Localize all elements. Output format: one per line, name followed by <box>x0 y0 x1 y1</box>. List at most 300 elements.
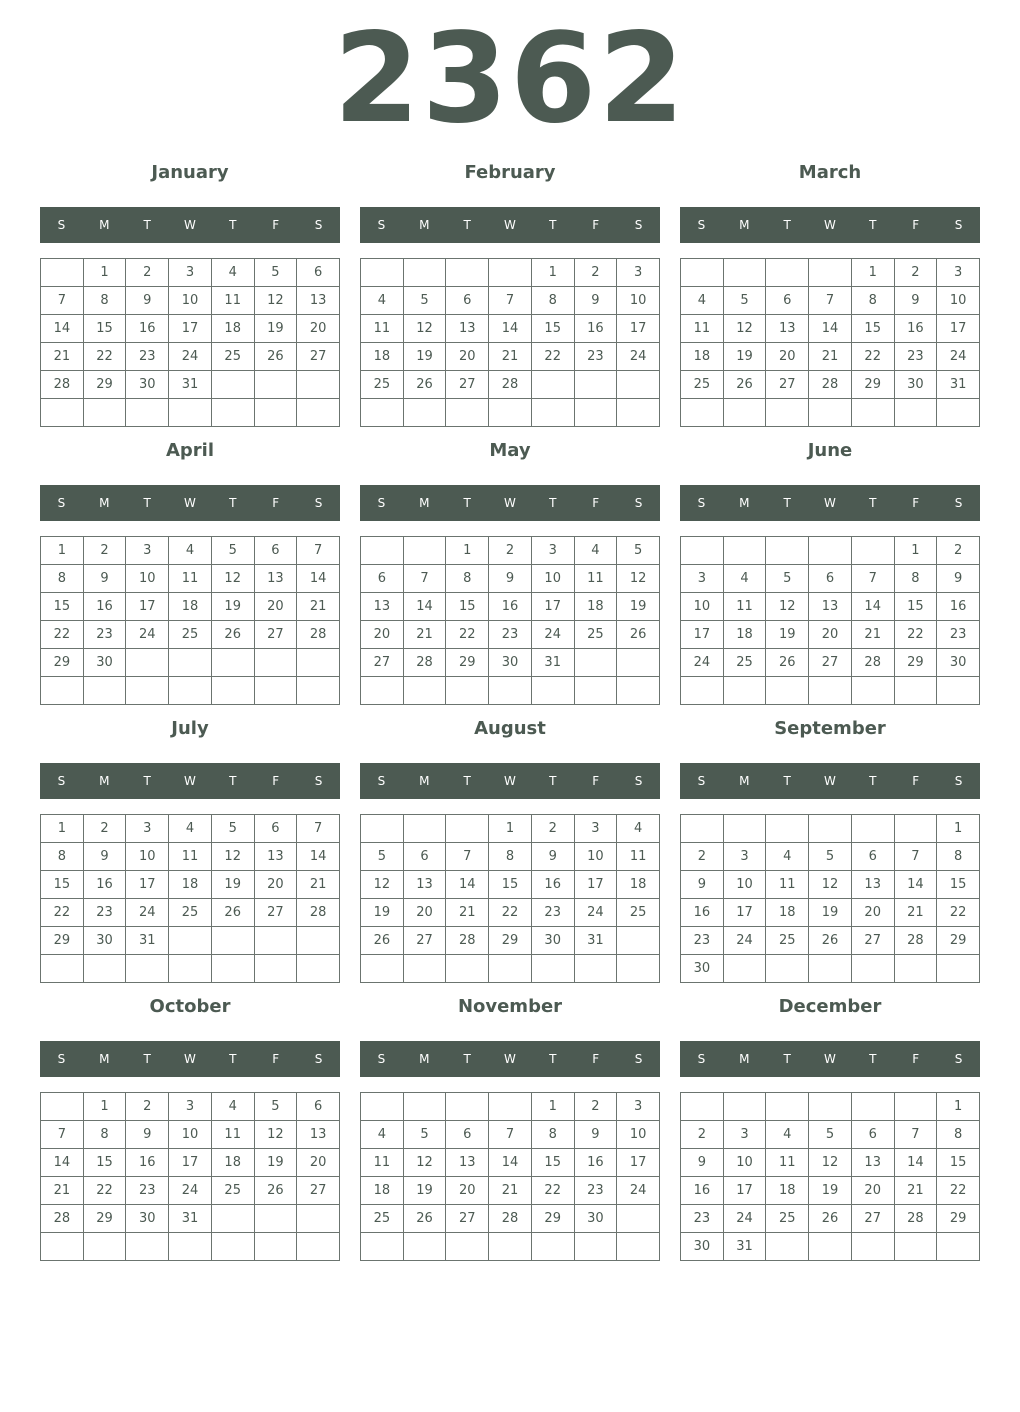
empty-day-cell <box>766 815 809 843</box>
weekday-label: W <box>824 1052 836 1066</box>
day-cell: 5 <box>212 815 255 843</box>
day-cell: 18 <box>617 871 660 899</box>
empty-day-cell <box>212 399 255 427</box>
day-cell: 6 <box>255 815 298 843</box>
day-cell: 30 <box>84 649 127 677</box>
day-cell: 5 <box>809 843 852 871</box>
empty-day-cell <box>84 677 127 705</box>
empty-day-cell <box>724 537 767 565</box>
day-cell: 3 <box>575 815 618 843</box>
empty-day-cell <box>297 1233 340 1261</box>
weekday-label: F <box>272 774 280 788</box>
day-cell: 30 <box>681 1233 724 1261</box>
day-cell: 13 <box>852 871 895 899</box>
empty-day-cell <box>766 399 809 427</box>
empty-day-cell <box>255 371 298 399</box>
empty-day-cell <box>809 1233 852 1261</box>
day-cell: 24 <box>169 343 212 371</box>
empty-day-cell <box>212 649 255 677</box>
weekday-label: S <box>954 774 963 788</box>
day-cell: 14 <box>297 843 340 871</box>
empty-day-cell <box>724 955 767 983</box>
empty-day-cell <box>532 1233 575 1261</box>
weekday-header <box>360 207 660 243</box>
day-cell: 10 <box>724 1149 767 1177</box>
empty-day-cell <box>532 955 575 983</box>
empty-day-cell <box>297 649 340 677</box>
weekday-label: W <box>504 774 516 788</box>
empty-day-cell <box>575 649 618 677</box>
empty-day-cell <box>809 537 852 565</box>
day-cell: 18 <box>212 315 255 343</box>
day-cell: 8 <box>84 1121 127 1149</box>
day-cell: 25 <box>361 371 404 399</box>
empty-day-cell <box>84 1233 127 1261</box>
empty-day-cell <box>404 815 447 843</box>
day-cell: 1 <box>937 815 980 843</box>
empty-day-cell <box>766 955 809 983</box>
day-cell: 23 <box>575 343 618 371</box>
day-cell: 23 <box>681 1205 724 1233</box>
day-cell: 27 <box>766 371 809 399</box>
day-cell: 21 <box>41 1177 84 1205</box>
day-cell: 19 <box>809 899 852 927</box>
day-cell: 3 <box>126 537 169 565</box>
day-cell: 10 <box>126 565 169 593</box>
empty-day-cell <box>126 677 169 705</box>
empty-day-cell <box>361 1233 404 1261</box>
day-cell: 29 <box>937 927 980 955</box>
day-cell: 21 <box>489 1177 532 1205</box>
empty-day-cell <box>41 1093 84 1121</box>
day-cell: 16 <box>575 1149 618 1177</box>
day-grid <box>360 258 660 427</box>
month-name: December <box>778 996 882 1017</box>
weekday-header <box>40 763 340 799</box>
empty-day-cell <box>361 677 404 705</box>
day-cell: 11 <box>681 315 724 343</box>
day-cell: 16 <box>489 593 532 621</box>
day-cell: 20 <box>297 1149 340 1177</box>
day-cell: 8 <box>937 843 980 871</box>
empty-day-cell <box>212 371 255 399</box>
day-cell: 24 <box>617 1177 660 1205</box>
empty-day-cell <box>617 371 660 399</box>
day-grid <box>360 536 660 705</box>
day-cell: 21 <box>446 899 489 927</box>
day-cell: 15 <box>489 871 532 899</box>
empty-day-cell <box>724 677 767 705</box>
day-cell: 3 <box>126 815 169 843</box>
day-cell: 21 <box>489 343 532 371</box>
day-cell: 4 <box>212 259 255 287</box>
day-cell: 15 <box>852 315 895 343</box>
day-cell: 13 <box>255 565 298 593</box>
empty-day-cell <box>809 677 852 705</box>
weekday-label: W <box>184 496 196 510</box>
day-cell: 28 <box>489 1205 532 1233</box>
day-cell: 13 <box>361 593 404 621</box>
month-september <box>680 714 980 983</box>
day-cell: 15 <box>895 593 938 621</box>
weekday-label: S <box>314 218 323 232</box>
day-cell: 19 <box>404 1177 447 1205</box>
day-cell: 19 <box>809 1177 852 1205</box>
day-cell: 25 <box>681 371 724 399</box>
empty-day-cell <box>617 955 660 983</box>
day-cell: 25 <box>212 343 255 371</box>
empty-day-cell <box>937 1233 980 1261</box>
day-cell: 29 <box>937 1205 980 1233</box>
day-cell: 20 <box>361 621 404 649</box>
day-cell: 30 <box>126 1205 169 1233</box>
day-cell: 4 <box>617 815 660 843</box>
empty-day-cell <box>404 537 447 565</box>
weekday-label: S <box>954 1052 963 1066</box>
day-cell: 15 <box>84 315 127 343</box>
weekday-label: M <box>419 218 430 232</box>
day-cell: 9 <box>126 287 169 315</box>
weekday-label: S <box>697 496 706 510</box>
day-cell: 7 <box>297 537 340 565</box>
empty-day-cell <box>724 259 767 287</box>
day-cell: 9 <box>937 565 980 593</box>
empty-day-cell <box>809 399 852 427</box>
empty-day-cell <box>489 955 532 983</box>
day-cell: 19 <box>617 593 660 621</box>
day-cell: 6 <box>255 537 298 565</box>
day-cell: 22 <box>937 899 980 927</box>
day-cell: 29 <box>84 1205 127 1233</box>
day-cell: 9 <box>84 565 127 593</box>
day-cell: 3 <box>724 843 767 871</box>
empty-day-cell <box>852 537 895 565</box>
day-cell: 8 <box>937 1121 980 1149</box>
empty-day-cell <box>169 927 212 955</box>
month-october <box>40 992 340 1261</box>
day-cell: 17 <box>617 1149 660 1177</box>
day-cell: 27 <box>255 899 298 927</box>
day-cell: 28 <box>41 1205 84 1233</box>
day-grid <box>40 536 340 705</box>
weekday-label: S <box>57 774 66 788</box>
day-cell: 15 <box>446 593 489 621</box>
empty-day-cell <box>852 677 895 705</box>
day-cell: 4 <box>361 1121 404 1149</box>
day-cell: 6 <box>809 565 852 593</box>
day-cell: 3 <box>169 1093 212 1121</box>
day-cell: 16 <box>681 899 724 927</box>
month-name: November <box>457 996 563 1017</box>
day-cell: 17 <box>937 315 980 343</box>
empty-day-cell <box>724 1093 767 1121</box>
day-cell: 2 <box>937 537 980 565</box>
weekday-label: T <box>229 1052 237 1066</box>
weekday-header <box>360 485 660 521</box>
weekday-label: T <box>549 1052 557 1066</box>
day-cell: 27 <box>404 927 447 955</box>
empty-day-cell <box>169 649 212 677</box>
day-cell: 7 <box>404 565 447 593</box>
empty-day-cell <box>297 1205 340 1233</box>
day-cell: 24 <box>937 343 980 371</box>
empty-day-cell <box>852 1093 895 1121</box>
day-cell: 26 <box>255 343 298 371</box>
day-cell: 16 <box>532 871 575 899</box>
weekday-label: T <box>783 774 791 788</box>
day-cell: 14 <box>41 315 84 343</box>
empty-day-cell <box>41 1233 84 1261</box>
weekday-label: S <box>634 1052 643 1066</box>
day-cell: 13 <box>255 843 298 871</box>
day-cell: 15 <box>41 593 84 621</box>
day-cell: 12 <box>404 1149 447 1177</box>
empty-day-cell <box>212 1205 255 1233</box>
day-cell: 26 <box>617 621 660 649</box>
day-cell: 8 <box>41 843 84 871</box>
day-cell: 31 <box>937 371 980 399</box>
day-cell: 17 <box>532 593 575 621</box>
month-december <box>680 992 980 1261</box>
day-cell: 13 <box>404 871 447 899</box>
empty-day-cell <box>617 927 660 955</box>
day-cell: 14 <box>895 1149 938 1177</box>
weekday-header <box>680 1041 980 1077</box>
weekday-label: T <box>549 496 557 510</box>
empty-day-cell <box>255 677 298 705</box>
day-cell: 12 <box>212 565 255 593</box>
day-grid <box>40 1092 340 1261</box>
day-cell: 1 <box>937 1093 980 1121</box>
weekday-header <box>360 1041 660 1077</box>
empty-day-cell <box>724 815 767 843</box>
day-cell: 28 <box>852 649 895 677</box>
day-cell: 6 <box>361 565 404 593</box>
day-cell: 10 <box>532 565 575 593</box>
empty-day-cell <box>617 677 660 705</box>
day-cell: 1 <box>84 1093 127 1121</box>
weekday-label: W <box>504 1052 516 1066</box>
day-cell: 31 <box>575 927 618 955</box>
day-cell: 26 <box>212 621 255 649</box>
day-cell: 28 <box>404 649 447 677</box>
day-cell: 6 <box>446 287 489 315</box>
day-cell: 7 <box>809 287 852 315</box>
day-cell: 18 <box>361 343 404 371</box>
month-february <box>360 158 660 427</box>
day-cell: 24 <box>617 343 660 371</box>
day-cell: 27 <box>255 621 298 649</box>
day-cell: 22 <box>532 1177 575 1205</box>
day-cell: 14 <box>489 315 532 343</box>
empty-day-cell <box>446 955 489 983</box>
day-cell: 1 <box>41 815 84 843</box>
day-cell: 18 <box>212 1149 255 1177</box>
empty-day-cell <box>532 371 575 399</box>
empty-day-cell <box>212 955 255 983</box>
day-cell: 27 <box>809 649 852 677</box>
day-cell: 26 <box>361 927 404 955</box>
day-cell: 20 <box>255 593 298 621</box>
empty-day-cell <box>446 259 489 287</box>
day-cell: 15 <box>532 315 575 343</box>
empty-day-cell <box>446 815 489 843</box>
day-cell: 22 <box>489 899 532 927</box>
day-cell: 6 <box>766 287 809 315</box>
weekday-label: T <box>463 1052 471 1066</box>
day-cell: 11 <box>575 565 618 593</box>
empty-day-cell <box>575 677 618 705</box>
day-cell: 10 <box>575 843 618 871</box>
day-cell: 22 <box>532 343 575 371</box>
day-cell: 7 <box>895 843 938 871</box>
day-cell: 19 <box>212 871 255 899</box>
day-cell: 25 <box>617 899 660 927</box>
day-cell: 16 <box>126 315 169 343</box>
day-cell: 18 <box>361 1177 404 1205</box>
empty-day-cell <box>404 399 447 427</box>
day-grid <box>680 1092 980 1261</box>
weekday-label: T <box>549 218 557 232</box>
day-cell: 13 <box>297 1121 340 1149</box>
empty-day-cell <box>446 1233 489 1261</box>
empty-day-cell <box>809 1093 852 1121</box>
weekday-label: S <box>697 218 706 232</box>
day-cell: 22 <box>446 621 489 649</box>
day-cell: 9 <box>532 843 575 871</box>
empty-day-cell <box>361 815 404 843</box>
empty-day-cell <box>297 955 340 983</box>
empty-day-cell <box>852 815 895 843</box>
day-cell: 12 <box>766 593 809 621</box>
day-cell: 11 <box>724 593 767 621</box>
day-cell: 18 <box>766 899 809 927</box>
empty-day-cell <box>212 677 255 705</box>
day-cell: 26 <box>404 371 447 399</box>
day-cell: 30 <box>895 371 938 399</box>
weekday-label: W <box>504 218 516 232</box>
day-cell: 16 <box>84 593 127 621</box>
day-cell: 24 <box>169 1177 212 1205</box>
day-cell: 8 <box>852 287 895 315</box>
day-cell: 20 <box>255 871 298 899</box>
day-cell: 18 <box>169 593 212 621</box>
day-cell: 31 <box>169 371 212 399</box>
day-cell: 3 <box>532 537 575 565</box>
empty-day-cell <box>169 1233 212 1261</box>
day-cell: 13 <box>446 315 489 343</box>
empty-day-cell <box>41 259 84 287</box>
day-cell: 9 <box>575 287 618 315</box>
day-cell: 31 <box>532 649 575 677</box>
weekday-label: F <box>272 218 280 232</box>
empty-day-cell <box>937 677 980 705</box>
day-cell: 24 <box>724 927 767 955</box>
day-cell: 25 <box>169 899 212 927</box>
day-cell: 12 <box>809 871 852 899</box>
empty-day-cell <box>255 927 298 955</box>
day-cell: 14 <box>41 1149 84 1177</box>
month-name: January <box>151 162 229 183</box>
day-cell: 26 <box>212 899 255 927</box>
year-title: 2362 <box>333 7 687 151</box>
weekday-label: M <box>419 496 430 510</box>
day-cell: 13 <box>766 315 809 343</box>
weekday-label: T <box>783 496 791 510</box>
day-cell: 9 <box>575 1121 618 1149</box>
month-name: October <box>149 996 231 1017</box>
weekday-label: S <box>377 774 386 788</box>
day-cell: 9 <box>489 565 532 593</box>
month-name: February <box>464 162 556 183</box>
day-cell: 23 <box>895 343 938 371</box>
weekday-label: M <box>99 774 110 788</box>
weekday-label: T <box>463 774 471 788</box>
empty-day-cell <box>489 259 532 287</box>
day-cell: 30 <box>681 955 724 983</box>
day-cell: 19 <box>766 621 809 649</box>
day-cell: 14 <box>489 1149 532 1177</box>
day-cell: 17 <box>169 1149 212 1177</box>
empty-day-cell <box>126 955 169 983</box>
day-cell: 31 <box>126 927 169 955</box>
weekday-label: S <box>377 218 386 232</box>
month-july <box>40 714 340 983</box>
day-cell: 8 <box>41 565 84 593</box>
empty-day-cell <box>126 1233 169 1261</box>
day-cell: 10 <box>169 287 212 315</box>
day-cell: 5 <box>212 537 255 565</box>
day-cell: 9 <box>681 1149 724 1177</box>
day-cell: 26 <box>724 371 767 399</box>
day-cell: 5 <box>724 287 767 315</box>
empty-day-cell <box>681 815 724 843</box>
day-cell: 20 <box>297 315 340 343</box>
month-name: July <box>171 718 209 739</box>
day-cell: 22 <box>41 621 84 649</box>
day-cell: 14 <box>895 871 938 899</box>
weekday-label: W <box>824 496 836 510</box>
day-cell: 2 <box>575 259 618 287</box>
day-cell: 5 <box>809 1121 852 1149</box>
empty-day-cell <box>895 955 938 983</box>
month-april <box>40 436 340 705</box>
empty-day-cell <box>126 399 169 427</box>
day-cell: 23 <box>126 343 169 371</box>
empty-day-cell <box>766 537 809 565</box>
month-name: September <box>774 718 886 739</box>
day-cell: 17 <box>681 621 724 649</box>
empty-day-cell <box>681 399 724 427</box>
empty-day-cell <box>255 1233 298 1261</box>
day-cell: 13 <box>297 287 340 315</box>
day-cell: 17 <box>126 871 169 899</box>
empty-day-cell <box>297 927 340 955</box>
empty-day-cell <box>895 1093 938 1121</box>
month-name: May <box>489 440 531 461</box>
day-cell: 1 <box>489 815 532 843</box>
day-cell: 24 <box>126 621 169 649</box>
day-cell: 30 <box>84 927 127 955</box>
weekday-label: F <box>592 1052 600 1066</box>
weekday-label: T <box>549 774 557 788</box>
day-cell: 6 <box>446 1121 489 1149</box>
day-cell: 5 <box>766 565 809 593</box>
day-cell: 25 <box>766 927 809 955</box>
day-cell: 23 <box>681 927 724 955</box>
day-grid <box>680 814 980 983</box>
weekday-header <box>40 485 340 521</box>
